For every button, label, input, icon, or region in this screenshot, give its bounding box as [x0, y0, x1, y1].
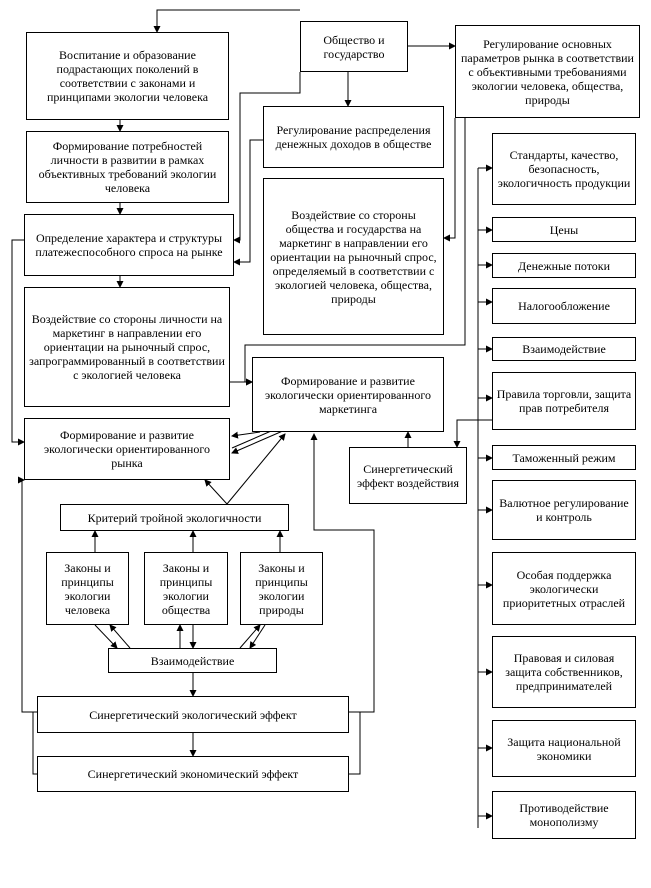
laws-society-box	[144, 552, 228, 625]
society-state-box	[300, 21, 408, 72]
marketing-formation-box	[252, 357, 444, 432]
needs-box	[26, 131, 229, 203]
regulation-income-text: Регулирование распределения денежных доходов в обществе	[275, 123, 432, 151]
right-item-interaction: Взаимодействие	[492, 337, 636, 361]
personal-influence-text: Воздействие со стороны личности на маркетинг в направлении его ориентации на рыночный спрос, запрограммированный в соответствии с экологией человека	[29, 312, 225, 382]
right-item-customs: Таможенный режим	[492, 445, 636, 470]
right-item-legal-protection: Правовая и силовая защита собственников, предпринимателей	[492, 636, 636, 708]
laws-nature-text: Законы и принципы экологии природы	[255, 560, 308, 617]
society-influence-text: Воздействие со стороны общества и государства на маркетинг в направлении его ориентации на рыночный спрос, определяемый в соответствии с экологией человека, общества, природы	[270, 207, 437, 306]
right-item-money-flows: Денежные потоки	[492, 253, 636, 278]
right-item-special-support: Особая поддержка экологически приоритетных отраслей	[492, 552, 636, 625]
right-item-prices: Цены	[492, 217, 636, 242]
right-item-national-economy: Защита национальной экономики	[492, 720, 636, 777]
personal-influence-box	[24, 287, 230, 407]
laws-society-text: Законы и принципы экологии общества	[159, 560, 213, 617]
education-text: Воспитание и образование подрастающих поколений в соответствии с законами и принципами экологии человека	[46, 48, 209, 104]
society-state-text: Общество и государство	[323, 32, 385, 61]
interaction-bottom-text: Взаимодействие	[150, 653, 235, 668]
needs-text: Формирование потребностей личности в развитии в рамках объективных требований экологии человека	[38, 139, 217, 195]
regulation-params-text: Регулирование основных параметров рынка в соответствии с объективными требованиями экологии человека, общества, природы	[461, 36, 634, 107]
right-item-standards: Стандарты, качество, безопасность, экологичность продукции	[492, 133, 636, 205]
marketing-formation-text: Формирование и развитие экологически ориентированного маркетинга	[265, 373, 431, 416]
synergy-economic-text: Синергетический экономический эффект	[87, 767, 299, 781]
laws-nature-box	[240, 552, 323, 625]
right-item-trade-rules: Правила торговли, защита прав потребителя	[492, 372, 636, 430]
triple-criterion-text: Критерий тройной экологичности	[87, 510, 262, 525]
synergy-ecological-text: Синергетический экологический эффект	[89, 707, 297, 722]
demand-structure-box	[24, 214, 234, 276]
education-box	[26, 32, 229, 120]
interaction-bottom-box	[108, 648, 277, 673]
demand-structure-text: Определение характера и структуры платежеспособного спроса на рынке	[35, 231, 223, 259]
right-item-anti-monopoly: Противодействие монополизму	[492, 791, 636, 839]
right-item-taxation: Налогообложение	[492, 288, 636, 324]
laws-human-box	[46, 552, 129, 625]
synergy-effect-box	[349, 447, 467, 504]
synergy-economic-box	[37, 756, 349, 792]
regulation-income-box	[263, 106, 444, 168]
synergy-ecological-box	[37, 696, 349, 733]
regulation-params-box	[455, 25, 640, 118]
society-influence-box	[263, 178, 444, 335]
right-item-currency: Валютное регулирование и контроль	[492, 480, 636, 540]
synergy-effect-text: Синергетический эффект воздействия	[357, 461, 459, 490]
triple-criterion-box	[60, 504, 289, 531]
market-formation-text: Формирование и развитие экологически ориентированного рынка	[44, 428, 210, 470]
laws-human-text: Законы и принципы экологии человека	[61, 560, 114, 617]
market-formation-box	[24, 418, 230, 480]
